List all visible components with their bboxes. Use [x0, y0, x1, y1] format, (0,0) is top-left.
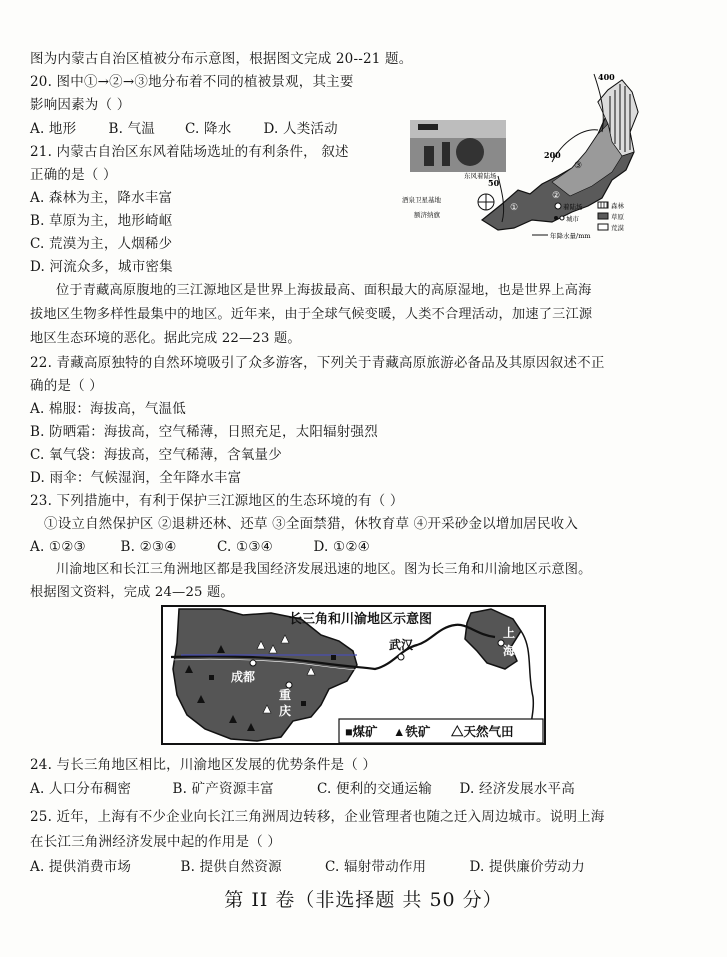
- section-2-title: 第 II 卷（非选择题 共 50 分）: [224, 889, 503, 911]
- intro-22-23-line1: 位于青藏高原腹地的三江源地区是世界上海拔最高、面积最大的高原湿地，也是世界上高海: [56, 283, 592, 298]
- q20-option-c[interactable]: C. 降水: [185, 121, 232, 137]
- legend-grassland: 草原: [611, 213, 624, 221]
- intro-20-21: 图为内蒙古自治区植被分布示意图，根据图文完成 20--21 题。: [30, 51, 413, 67]
- q21-option-b[interactable]: B. 草原为主，地形崎岖: [30, 213, 173, 229]
- city-chongqing-2: 庆: [279, 704, 292, 718]
- q25-option-a[interactable]: A. 提供消费市场: [30, 859, 132, 875]
- q24-option-c[interactable]: C. 便利的交通运输: [317, 781, 432, 797]
- q21-stem-line1: 21. 内蒙古自治区东风着陆场选址的有利条件， 叙述: [30, 144, 349, 160]
- q20-options: [30, 120, 338, 138]
- q20-option-a[interactable]: A. 地形: [30, 121, 77, 137]
- q24-option-d[interactable]: D. 经济发展水平高: [459, 781, 575, 797]
- city-shanghai-1: 上: [503, 626, 516, 640]
- q21-option-a[interactable]: A. 森林为主，降水丰富: [30, 190, 173, 206]
- intro-22-23-line2: 拔地区生物多样性最集中的地区。近年来，由于全球气候变暖，人类不合理活动，加速了三江源: [30, 307, 593, 322]
- q22-option-b[interactable]: B. 防晒霜：海拔高，空气稀薄，日照充足，太阳辐射强烈: [30, 424, 378, 440]
- legend-iron: ▲铁矿: [393, 725, 431, 739]
- city-shanghai-2: 海: [503, 644, 516, 658]
- q22-stem-line1: 22. 青藏高原独特的自然环境吸引了众多游客，下列关于青藏高原旅游必备品及其原因叙述不正: [30, 355, 605, 371]
- q25-option-d[interactable]: D. 提供廉价劳动力: [469, 859, 585, 875]
- label-circle-3: ③: [574, 161, 583, 171]
- contour-label-50: 50: [488, 178, 500, 188]
- legend-forest: 森林: [611, 202, 624, 210]
- label-circle-1: ①: [510, 203, 519, 213]
- q24-options: [30, 780, 575, 798]
- contour-label-400: 400: [598, 72, 615, 82]
- wuhan-marker: [398, 654, 404, 660]
- q20-option-d[interactable]: D. 人类活动: [263, 121, 338, 137]
- q23-option-c[interactable]: C. ①③④: [217, 539, 273, 555]
- map2-title: 长三角和川渝地区示意图: [289, 611, 433, 626]
- legend-desert: 荒漠: [611, 224, 624, 232]
- q25-option-b[interactable]: B. 提供自然资源: [180, 859, 282, 875]
- q20-stem-line1: 20. 图中①→②→③地分布着不同的植被景观，其主要: [30, 74, 354, 90]
- q22-option-a[interactable]: A. 棉服：海拔高，气温低: [30, 401, 186, 417]
- intro-22-23-line3: 地区生态环境的恶化。据此完成 22—23 题。: [30, 331, 301, 346]
- q24-option-a[interactable]: A. 人口分布稠密: [30, 781, 132, 797]
- q23-option-b[interactable]: B. ②③④: [120, 539, 177, 555]
- q20-option-b[interactable]: B. 气温: [108, 121, 156, 137]
- contour-label-200: 200: [544, 150, 561, 160]
- chengdu-marker: [250, 660, 256, 666]
- q23-options: [30, 538, 370, 556]
- label-ejina: 额济纳旗: [414, 211, 440, 219]
- legend-landing: 着陆场: [563, 203, 583, 211]
- intro-24-25-line2: 根据图文资料，完成 24—25 题。: [30, 585, 234, 600]
- legend-precip: 年降水量/mm: [550, 232, 591, 240]
- q25-stem-line1: 25. 近年，上海有不少企业向长江三角洲周边转移，企业管理者也随之迁入周边城市。说明上海: [30, 809, 605, 825]
- city-chengdu: 成都: [231, 670, 256, 684]
- q24-stem: 24. 与长三角地区相比，川渝地区发展的优势条件是（ ）: [30, 757, 377, 773]
- q25-option-c[interactable]: C. 辐射带动作用: [325, 859, 427, 875]
- legend-gas: △天然气田: [451, 725, 514, 739]
- q21-option-d[interactable]: D. 河流众多，城市密集: [30, 259, 173, 275]
- q24-option-b[interactable]: B. 矿产资源丰富: [172, 781, 274, 797]
- city-wuhan: 武汉: [389, 638, 414, 652]
- q20-stem-line2: 影响因素为（ ）: [30, 97, 131, 113]
- city-chongqing-1: 重: [279, 688, 292, 702]
- label-jiuquan: 酒泉卫星基地: [402, 196, 441, 204]
- intro-24-25-line1: 川渝地区和长江三角洲地区都是我国经济发展迅速的地区。图为长三角和川渝地区示意图。: [56, 562, 592, 577]
- yangtze-chengyu-map: [161, 605, 546, 745]
- q22-stem-line2: 确的是（ ）: [30, 378, 103, 394]
- q23-stem: 23. 下列措施中，有利于保护三江源地区的生态环境的有（ ）: [30, 493, 404, 509]
- q22-option-d[interactable]: D. 雨伞：气候湿润，全年降水丰富: [30, 470, 242, 486]
- legend-coal: ■煤矿: [345, 725, 378, 739]
- q25-stem-line2: 在长江三角洲经济发展中起的作用是（ ）: [30, 834, 282, 850]
- q23-option-a[interactable]: A. ①②③: [30, 539, 86, 555]
- inner-mongolia-vegetation-map: [402, 72, 654, 244]
- legend-city: 城市: [566, 215, 579, 223]
- q21-option-c[interactable]: C. 荒漠为主，人烟稀少: [30, 236, 173, 252]
- q23-measures: ①设立自然保护区 ②退耕还林、还草 ③全面禁猎，休牧育草 ④开采砂金以增加居民收入: [44, 516, 579, 532]
- q23-option-d[interactable]: D. ①②④: [313, 539, 370, 555]
- label-circle-2: ②: [552, 191, 561, 201]
- q21-stem-line2: 正确的是（ ）: [30, 167, 117, 183]
- q25-options: [30, 858, 585, 876]
- label-landing-site: 东风着陆场: [464, 172, 497, 180]
- q22-option-c[interactable]: C. 氧气袋：海拔高，空气稀薄，含氧量少: [30, 447, 282, 463]
